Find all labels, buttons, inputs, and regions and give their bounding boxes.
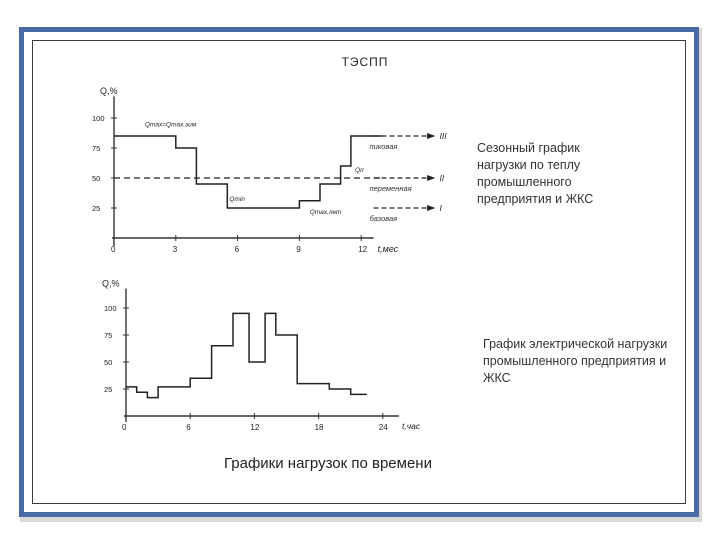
slide-title: ТЭСПП — [341, 55, 389, 69]
slide-caption: Графики нагрузок по времени — [224, 455, 432, 472]
x-tick-label: 6 — [186, 423, 191, 432]
slide-frame — [19, 27, 699, 517]
qmin-annotation: Qmin — [229, 195, 245, 203]
electric-chart-ticks — [104, 304, 388, 432]
electric-chart-series — [126, 313, 367, 397]
level-arrow-head — [427, 133, 435, 139]
qmax-annotation: Qmax=Qmax.зим — [144, 121, 197, 129]
y-tick-label: 100 — [104, 304, 117, 313]
y-tick-label: 50 — [104, 358, 113, 367]
heat-load-line — [114, 136, 382, 208]
x-axis-label: t,мес — [377, 244, 399, 254]
level-name-3: пиковая — [369, 142, 398, 151]
x-tick-label: 9 — [296, 245, 301, 254]
y-tick-label: 100 — [92, 114, 105, 123]
x-tick-label: 12 — [358, 245, 368, 254]
level-roman-2: II — [439, 173, 445, 183]
electric-load-chart — [64, 262, 444, 437]
heat-chart-series — [114, 136, 382, 208]
y-axis-label: Q,% — [102, 278, 120, 289]
x-tick-label: 18 — [314, 423, 324, 432]
electric-chart-description: График электрической нагрузки промышленного предприятия и ЖКС — [483, 337, 668, 385]
x-axis-label: t,час — [402, 421, 421, 431]
x-tick-label: 3 — [172, 245, 178, 254]
x-tick-label: 12 — [250, 423, 260, 432]
electric-chart-axes — [102, 278, 421, 431]
electric-load-line — [126, 313, 367, 397]
y-tick-label: 50 — [92, 174, 101, 183]
level-name-1: базовая — [369, 214, 398, 223]
x-tick-label: 0 — [122, 423, 127, 432]
y-tick-label: 25 — [92, 204, 101, 213]
y-tick-label: 75 — [92, 144, 101, 153]
x-tick-label: 24 — [378, 423, 388, 432]
qmax-summer-annotation: Qmax.лет — [309, 209, 342, 216]
y-axis-label: Q,% — [100, 86, 118, 96]
x-tick-label: 6 — [234, 245, 240, 254]
level-name-2: переменная — [369, 184, 412, 193]
level-arrow-head — [427, 205, 435, 211]
y-tick-label: 75 — [104, 331, 113, 340]
qp-annotation: Qп — [355, 167, 364, 174]
level-roman-3: III — [439, 131, 447, 141]
level-arrow-head — [427, 175, 435, 181]
heat-chart-description: Сезонный график нагрузки по теплу промышленного предприятия и ЖКС — [477, 141, 594, 206]
x-tick-label: 0 — [111, 245, 116, 254]
y-tick-label: 25 — [104, 385, 113, 394]
level-roman-1: I — [439, 203, 442, 213]
heat-chart-axes — [100, 86, 399, 254]
